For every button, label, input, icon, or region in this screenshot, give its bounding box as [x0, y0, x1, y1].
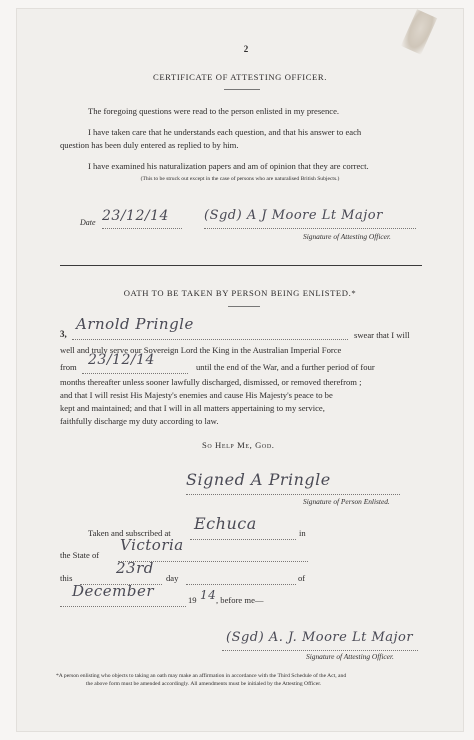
- day-month-line: [186, 584, 296, 585]
- this-label: this: [60, 573, 73, 583]
- taken-subscribed-label: Taken and subscribed at: [88, 528, 171, 538]
- in-label: in: [299, 528, 306, 538]
- from-date-line: [82, 373, 188, 374]
- state-value: Victoria: [120, 536, 184, 554]
- officer-signature-line: [222, 650, 418, 651]
- year-value: 14: [200, 588, 217, 602]
- enlistee-caption: Signature of Person Enlisted.: [303, 497, 390, 506]
- signature-line: [204, 228, 416, 229]
- certificate-title: CERTIFICATE OF ATTESTING OFFICER.: [153, 72, 327, 82]
- month-line: [60, 606, 186, 607]
- enlistee-signature-line: [186, 494, 400, 495]
- state-label: the State of: [60, 550, 100, 560]
- officer-caption: Signature of Attesting Officer.: [306, 652, 394, 661]
- oath-line-6: kept and maintained; and that I will in all matters appertaining to my service,: [60, 403, 325, 413]
- oath-line-1-end: swear that I will: [354, 330, 410, 340]
- attesting-officer-signature: (Sgd) A J Moore Lt Major: [204, 208, 383, 223]
- oath-number: 3,: [60, 329, 67, 339]
- page-number: 2: [243, 44, 249, 54]
- oath-line-7: faithfully discharge my duty according to law.: [60, 416, 219, 426]
- day-label: day: [166, 573, 179, 583]
- footnote-line-2: the above form must be amended accordingly. All amendments must be initialed by the Attesting Officer.: [86, 681, 322, 687]
- title-underline: [224, 89, 260, 90]
- oath-title: OATH TO BE TAKEN BY PERSON BEING ENLISTED.*: [123, 288, 357, 298]
- so-help-me-god: So Help Me, God.: [202, 440, 275, 450]
- certificate-note: (This to be struck out except in the case of persons who are naturalised British Subjects.): [140, 176, 340, 182]
- oath-line-3-end: until the end of the War, and a further period of four: [196, 362, 375, 372]
- place-value: Echuca: [194, 514, 257, 533]
- enlistee-signature: Signed A Pringle: [186, 470, 331, 489]
- footnote-line-1: *A person enlisting who objects to taking an oath may make an affirmation in accordance with the Third Schedule of the Act, and: [56, 673, 347, 679]
- name-line: [72, 339, 348, 340]
- enlistment-date: 23/12/14: [88, 352, 155, 368]
- date-line: [102, 228, 182, 229]
- date-value: 23/12/14: [102, 208, 169, 224]
- month-value: December: [72, 582, 155, 600]
- of-label: of: [298, 573, 306, 583]
- before-me-label: , before me—: [216, 595, 264, 605]
- section-divider: [60, 265, 422, 266]
- oath-title-underline: [228, 306, 260, 307]
- certificate-para-2a: I have taken care that he understands each question, and that his answer to each: [88, 127, 362, 137]
- attesting-officer-caption: Signature of Attesting Officer.: [303, 232, 391, 241]
- day-value: 23rd: [116, 559, 154, 577]
- oath-line-4: months thereafter unless sooner lawfully discharged, dismissed, or removed therefrom ;: [60, 377, 362, 387]
- oath-line-2: well and truly serve our Sovereign Lord the King in the Australian Imperial Force: [60, 345, 342, 355]
- attestation-page: [16, 8, 464, 732]
- year-prefix: 19: [188, 595, 197, 605]
- from-label: from: [60, 362, 77, 372]
- oath-line-5: and that I will resist His Majesty's enemies and cause His Majesty's peace to be: [60, 390, 333, 400]
- date-label: Date: [80, 218, 96, 227]
- enlistee-name: Arnold Pringle: [76, 315, 194, 333]
- tape-mark: [401, 9, 437, 54]
- certificate-para-1: The foregoing questions were read to the person enlisted in my presence.: [88, 106, 340, 116]
- certificate-para-2b: question has been duly entered as replied to by him.: [60, 140, 239, 150]
- place-line: [190, 539, 296, 540]
- certificate-para-3: I have examined his naturalization papers and am of opinion that they are correct.: [88, 161, 369, 171]
- officer-signature: (Sgd) A. J. Moore Lt Major: [226, 630, 414, 645]
